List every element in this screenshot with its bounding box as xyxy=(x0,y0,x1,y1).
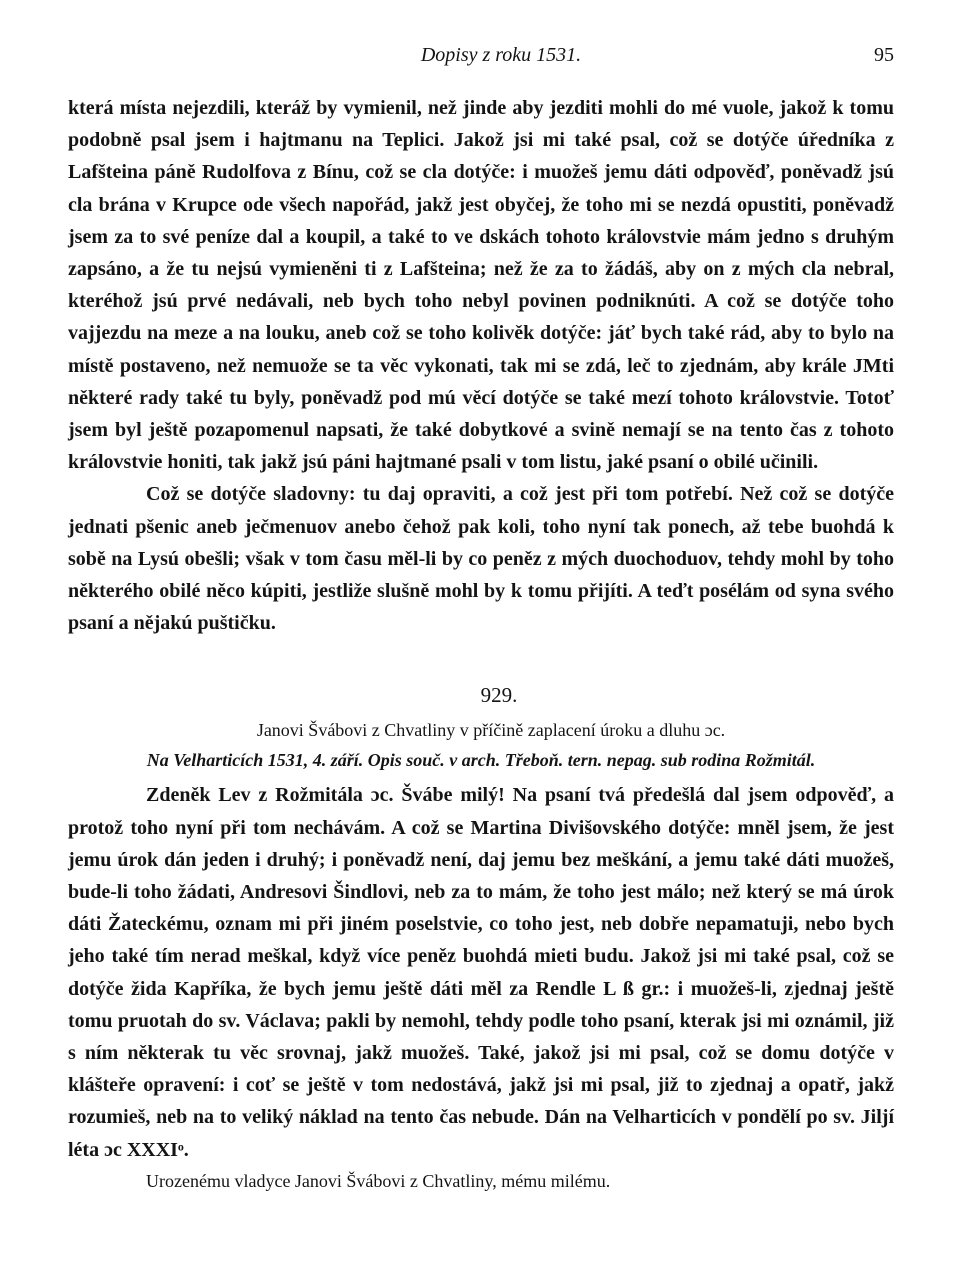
page-body xyxy=(68,92,894,1196)
letter-body: Zdeněk Lev z Rožmitála ɔc. Švábe milý! Na psaní tvá předešlá dal jsem odpověď, a protož toho nyní při tom nechávám. A což se Martina Divišovského dotýče: mněl jsem, že jest jemu úrok dán jeden i druhý; i poněvadž není, daj jemu bez meškání, a jemu také dáti muožeš, bude-li toho žádati, Andresovi Šindlovi, neb za to mám, že toho jest málo; než který se má úrok dáti Žateckému, oznam mi při jiném poselstvie, co toho jest, neb dobře nepamatuji, nebo bych jeho také tím nerad meškal, když více peněz buohdá mieti budu. Jakož jsi mi také psal, což se dotýče žida Kapříka, že bych jemu ještě dáti měl za Rendle L ß gr.: i muožeš-li, zjednaj ještě tomu pruotah do sv. Václava; pakli by nemohl, tehdy podle toho psaní, kterak jsi mi oznámil, již s ním některak tu věc srovnaj, jakž muožeš. Také, jakož jsi mi psal, což se domu dotýče v klášteře opravení: i coť se ještě v tom nedostává, jakž jsi mi psal, již to zjednaj a opatř, jakž rozumieš, neb na to veliký náklad na tento čas nebude. Dán na Velharticích v pondělí po sv. Jiljí léta ɔc XXXIᵒ. xyxy=(68,784,894,1161)
page-number: 95 xyxy=(874,44,894,66)
letter-heading: Janovi Švábovi z Chvatliny v příčině zaplacení úroku a dluhu ɔc. xyxy=(256,720,726,741)
letter-address: Urozenému vladyce Janovi Švábovi z Chvatliny, mému milému. xyxy=(146,1170,611,1191)
running-title: Dopisy z roku 1531. xyxy=(420,44,582,66)
running-head xyxy=(68,44,894,78)
book-page xyxy=(68,44,894,1196)
letter-number: 929. xyxy=(480,683,518,708)
continuation-paragraph: Což se dotýče sladovny: tu daj opraviti, a což jest při tom potřebí. Než což se dotýče jednati pšenic aneb ječmenuov anebo čehož pak koli, toho nyní tak ponech, až tebe buohdá k sobě na Lysú obešli; však v tom času měl-li by co peněz z mých duochoduov, tehdy mohl by toho některého obilé něco kúpiti, jestliže slušně mohl by k tomu přijíti. A teďt posélám od syna svého psaní a nějakú puštičku. xyxy=(68,483,894,635)
continuation-paragraph: která místa nejezdili, kteráž by vymienil, než jinde aby jezditi mohli do mé vuole, jakož k tomu podobně psal jsem i hajtmanu na Teplici. Jakož jsi mi také psal, což se dotýče úředníka z Lafšteina páně Rudolfova z Bínu, což se cla dotýče: i muožeš jemu dáti odpověď, poněvadž jsú cla brána v Krupce ode všech napořád, jakž jest obyčej, že toho mi se nezdá opustiti, poněvadž jsem za to své peníze dal a koupil, a také to ve dskách tohoto královstvie mám jedno s druhým zapsáno, a že tu nejsú vymieněni ti z Lafšteina; než že za to žádáš, aby on z mých cla nebral, kteréhož jsú prvé nedávali, neb bych toho nebyl povinen podniknúti. A což se dotýče toho vajjezdu na meze a na louku, aneb což se toho kolivěk dotýče: jáť bych také rád, aby to bylo na místě postaveno, než nemuože se ta věc vykonati, tak mi se zdá, leč to zjednám, aby krále JMti některé rady také tu byly, poněvadž pod mú věcí dotýče se také mezí tohoto královstvie. Totoť jsem byl ještě pozapomenul napsati, že také dobytkové a svině nemají se na tento čas z tohoto královstvie honiti, tak jakž jsú páni hajtmané psali v tom listu, jaké psaní o obilé učinili. xyxy=(68,97,894,474)
letter-source-note: Na Velharticích 1531, 4. září. Opis souč. v arch. Třeboň. tern. nepag. sub rodina Rožmitál. xyxy=(146,750,816,771)
